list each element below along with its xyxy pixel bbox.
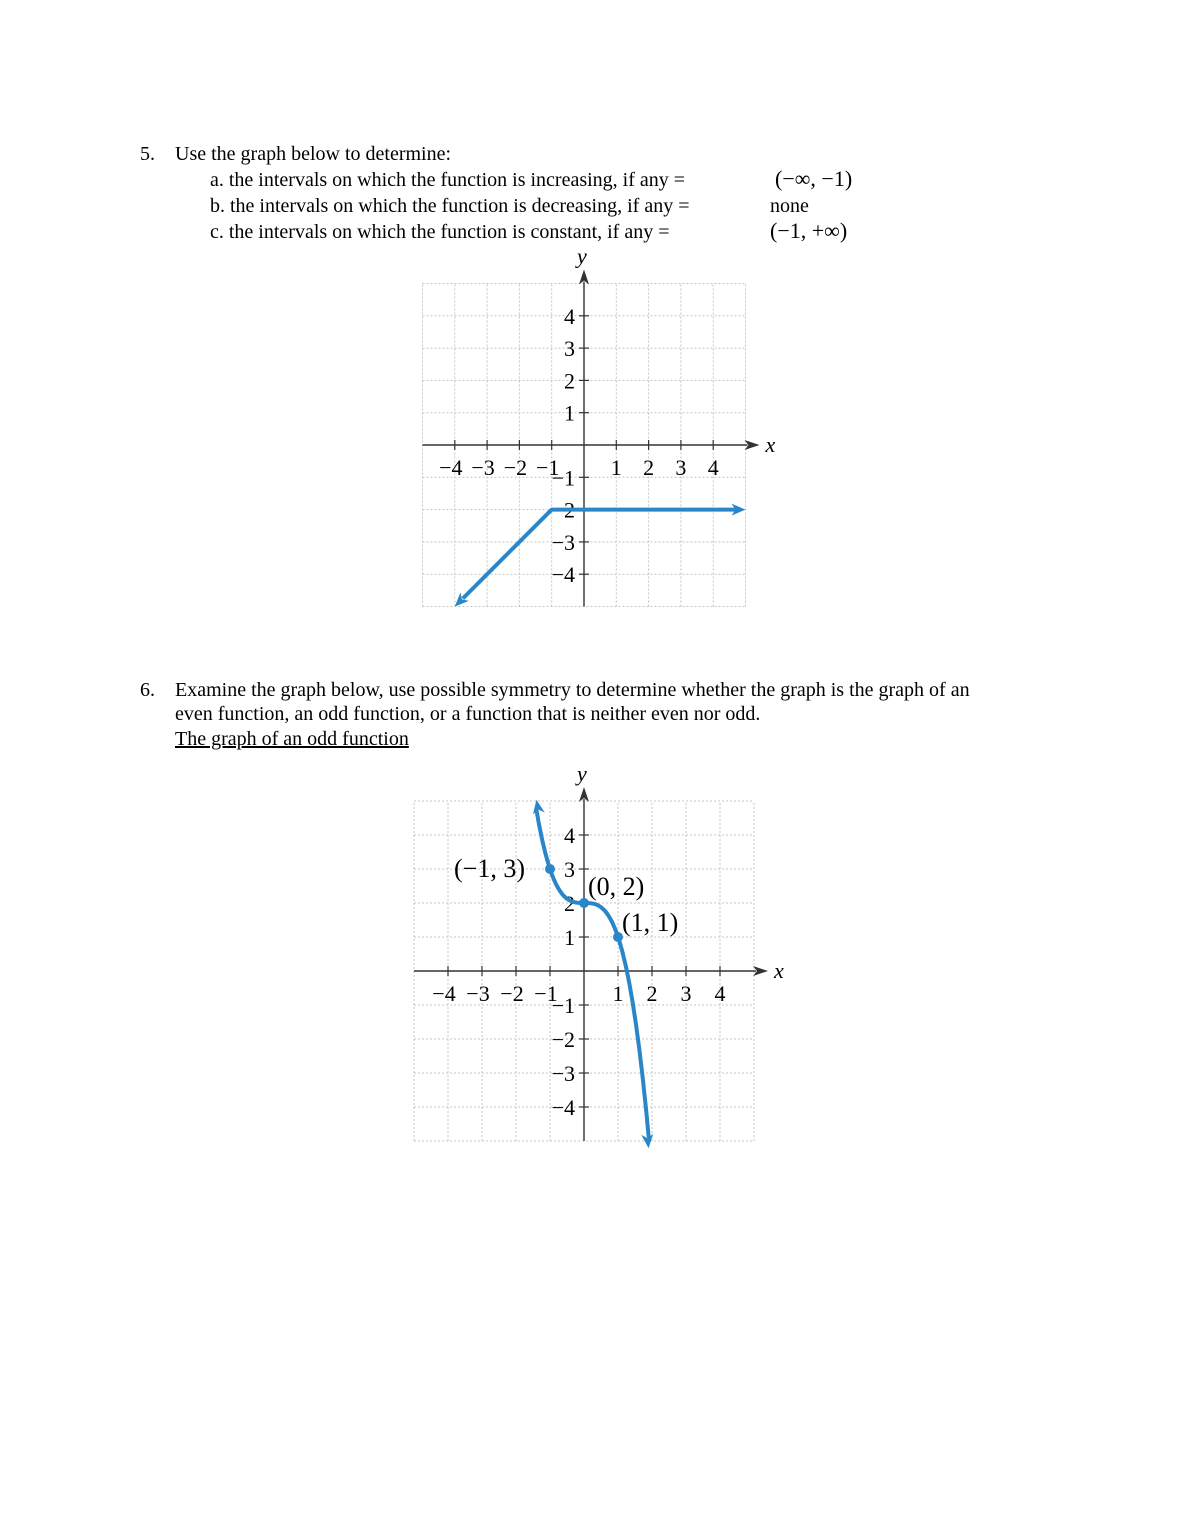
y-tick-label: 1 [564, 400, 575, 426]
y-tick-label: −4 [551, 562, 575, 588]
x-tick-label: 3 [675, 455, 687, 480]
x-tick-label: −4 [439, 455, 463, 480]
y-tick-label: 3 [564, 857, 575, 882]
x-tick-label: −2 [503, 455, 528, 480]
x-tick-label: 2 [643, 455, 655, 480]
q5-c-answer: (−1, +∞) [770, 218, 848, 243]
x-tick-label: 3 [680, 981, 692, 1006]
y-tick-label: −2 [551, 1027, 575, 1052]
x-tick-label: −3 [471, 455, 495, 480]
y-tick-label: −2 [551, 497, 575, 523]
q5-prompt: Use the graph below to determine: [175, 143, 452, 165]
x-tick-label: 1 [610, 455, 622, 480]
x-tick-label: −4 [432, 981, 456, 1006]
function-curve [536, 810, 648, 1136]
y-tick-label: −1 [551, 465, 575, 491]
q5-b-text: b. the intervals on which the function is decreasing, if any = [210, 195, 690, 217]
q6-line1: Examine the graph below, use possible symmetry to determine whether the graph is the graph of an [175, 679, 970, 701]
y-tick-label: 3 [564, 336, 575, 362]
q5-b-answer: none [770, 195, 809, 217]
x-axis-label: x [765, 432, 776, 457]
x-tick-label: 1 [612, 981, 624, 1006]
y-tick-label: 2 [564, 891, 575, 916]
y-tick-label: 1 [564, 925, 575, 950]
y-tick-label: −4 [551, 1095, 575, 1120]
x-tick-label: 2 [646, 981, 658, 1006]
y-tick-label: 4 [564, 823, 575, 848]
y-axis-label: y [577, 243, 587, 269]
x-tick-label: −2 [500, 981, 524, 1006]
y-tick-label: 4 [564, 303, 575, 329]
y-axis-label: y [577, 761, 587, 786]
q6-answer: The graph of an odd function [175, 728, 409, 750]
y-tick-label: −1 [551, 993, 575, 1018]
x-tick-label: −1 [535, 455, 560, 480]
q5-a-answer: (−∞, −1) [775, 166, 853, 191]
y-tick-label: 2 [564, 368, 575, 394]
x-tick-label: −3 [466, 981, 490, 1006]
x-tick-label: 4 [714, 981, 726, 1006]
point-label: (0, 2) [588, 872, 645, 901]
q5-a-text: a. the intervals on which the function is increasing, if any = [210, 169, 686, 191]
labeled-point [545, 864, 555, 874]
point-label: (−1, 3) [454, 854, 525, 883]
q5-c-text: c. the intervals on which the function is constant, if any = [210, 221, 670, 243]
q6-number: 6. [140, 679, 155, 701]
x-tick-label: 4 [707, 455, 719, 480]
q5-number: 5. [140, 143, 155, 165]
y-tick-label: −3 [551, 529, 575, 555]
y-tick-label: −3 [551, 1061, 575, 1086]
x-tick-label: −1 [534, 981, 558, 1006]
q6-line2: even function, an odd function, or a function that is neither even nor odd. [175, 703, 761, 725]
point-label: (1, 1) [622, 908, 679, 937]
x-axis-label: x [774, 958, 784, 983]
